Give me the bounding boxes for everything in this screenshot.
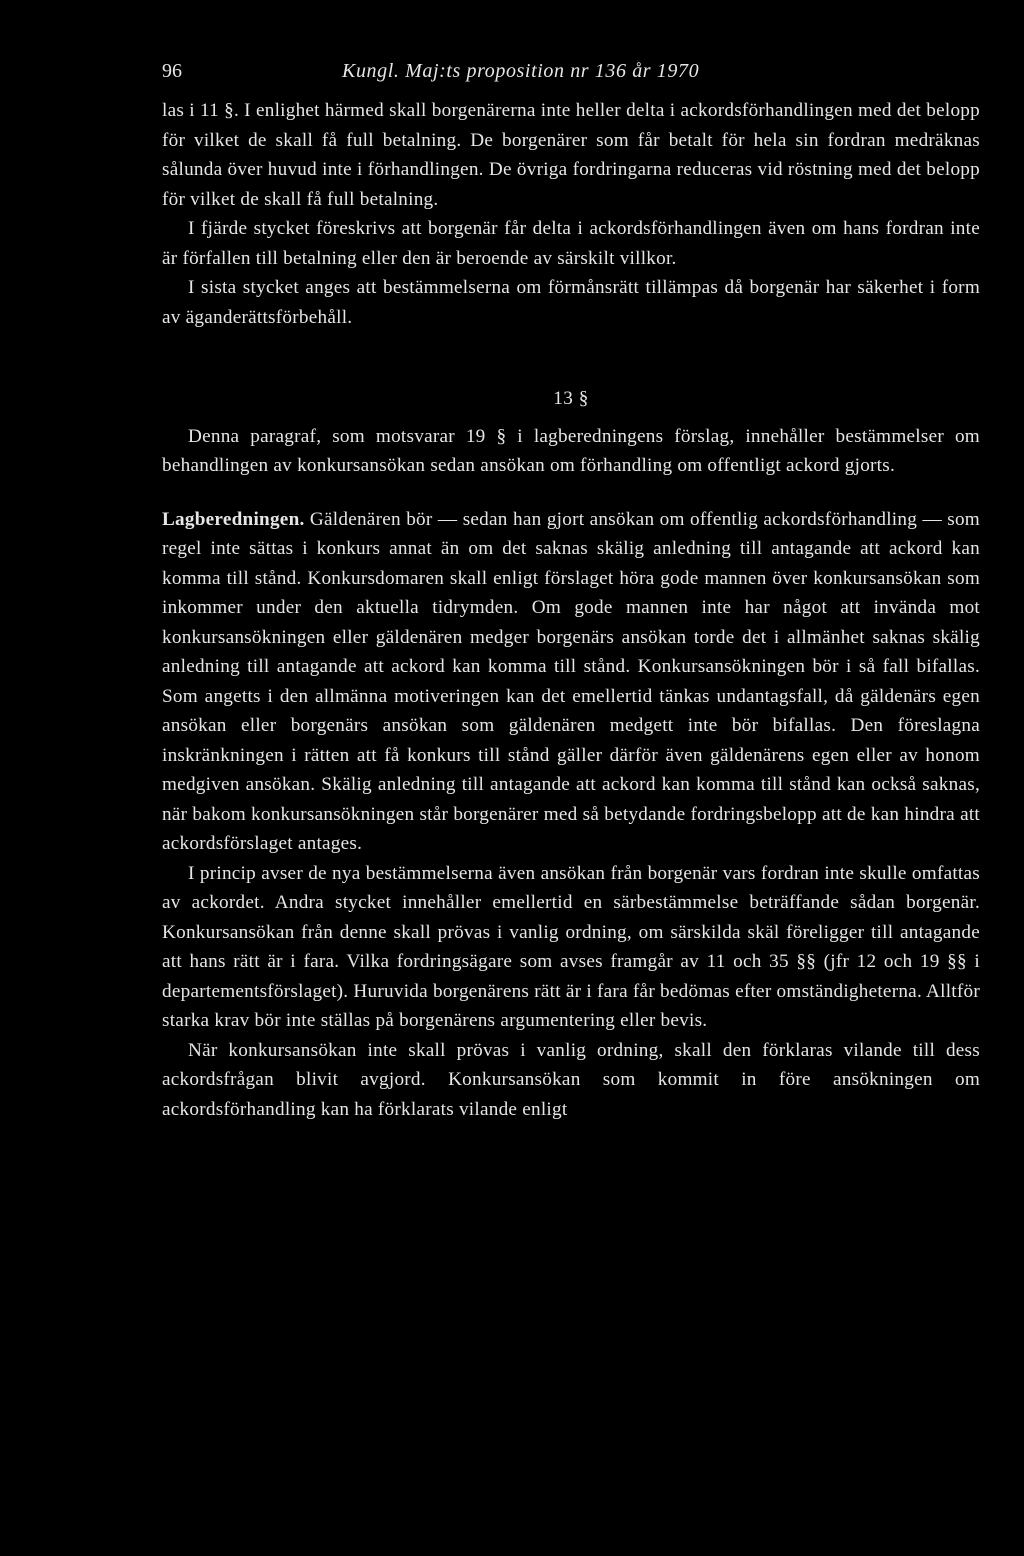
page-header	[162, 56, 980, 96]
paragraph-nar-konkursansokan: När konkursansökan inte skall prövas i vanlig ordning, skall den förklaras vilande till dess ackordsfrågan blivit avgjord. Konkursansökan som kommit in före ansökningen om ackordsförhandling kan ha förklarats vilande enligt	[162, 1039, 980, 1120]
paragraph-continuation: las i 11 §. I enlighet härmed skall borgenärerna inte heller delta i ackordsförhandlingen med det belopp för vilket de skall få full betalning. De borgenärer som får betalt för hela sin fordran medräknas sålunda över huvud inte i förhandlingen. De övriga fordringarna reduceras vid röstning med det belopp för vilket de skall få full betalning.	[162, 100, 980, 210]
lagberedningen-lead-in: Lagberedningen.	[162, 508, 305, 530]
lagberedningen-paragraph	[162, 505, 980, 859]
paragraph-fjarde-stycket: I fjärde stycket föreskrivs att borgenär får delta i ackordsförhandlingen även om hans fordran inte är förfallen till betalning eller den är beroende av särskilt villkor.	[162, 218, 980, 269]
paragraph-sista-stycket: I sista stycket anges att bestämmelserna om förmånsrätt tillämpas då borgenär har säkerhet i form av äganderättsförbehåll.	[162, 277, 980, 328]
paragraph-i-princip: I princip avser de nya bestämmelserna även ansökan från borgenär vars fordran inte skulle omfattas av ackordet. Andra stycket innehåller emellertid en särbestämmelse beträffande sådan borgenär. Konkursansökan från denne skall prövas i vanlig ordning, om särskilda skäl föreligger till antagande att hans rätt är i fara. Vilka fordringsägare som avses framgår av 11 och 35 §§ (jfr 12 och 19 §§ i departementsförslaget). Huruvida borgenärens rätt är i fara får bedömas efter omständigheterna. Alltför starka krav bör inte ställas på borgenärens argumentering eller bevis.	[162, 862, 980, 1031]
running-title: Kungl. Maj:ts proposition nr 136 år 1970	[342, 60, 700, 82]
section-spacer	[162, 481, 980, 505]
page-number: 96	[162, 60, 182, 82]
section-heading: 13 §	[553, 388, 589, 409]
lagberedningen-text: Gäldenären bör — sedan han gjort ansökan om offentlig ackordsförhandling — som regel inte sättas i konkurs annat än om det saknas skälig anledning till antagande att ackord kan komma till stånd. Konkursdomaren skall enligt förslaget höra gode mannen över konkursansökan som inkommer under den aktuella tidrymden. Om gode mannen inte har något att invända mot konkursansökningen eller gäldenären medger borgenärs ansökan torde det i allmänhet saknas skälig anledning till antagande att ackord kan komma till stånd. Konkursansökningen bör i så fall bifallas. Som angetts i den allmänna motiveringen kan det emellertid tänkas undantagsfall, då gäldenärs egen ansökan eller borgenärs ansökan som gäldenären medgett inte bör bifallas. Den föreslagna inskränkningen i rätten att få konkurs till stånd gäller därför även gäldenärens egen eller av honom medgiven ansökan. Skälig anledning till antagande att ackord kan komma till stånd kan också saknas, när bakom konkursansökningen står borgenärer med så betydande fordringsbelopp att de kan hindra att ackordsförslaget antages.	[162, 508, 980, 854]
section-intro-paragraph: Denna paragraf, som motsvarar 19 § i lagberedningens förslag, innehåller bestämmelser om behandlingen av konkursansökan sedan ansökan om förhandling om offentligt ackord gjorts.	[162, 425, 980, 476]
document-page	[162, 56, 980, 1124]
